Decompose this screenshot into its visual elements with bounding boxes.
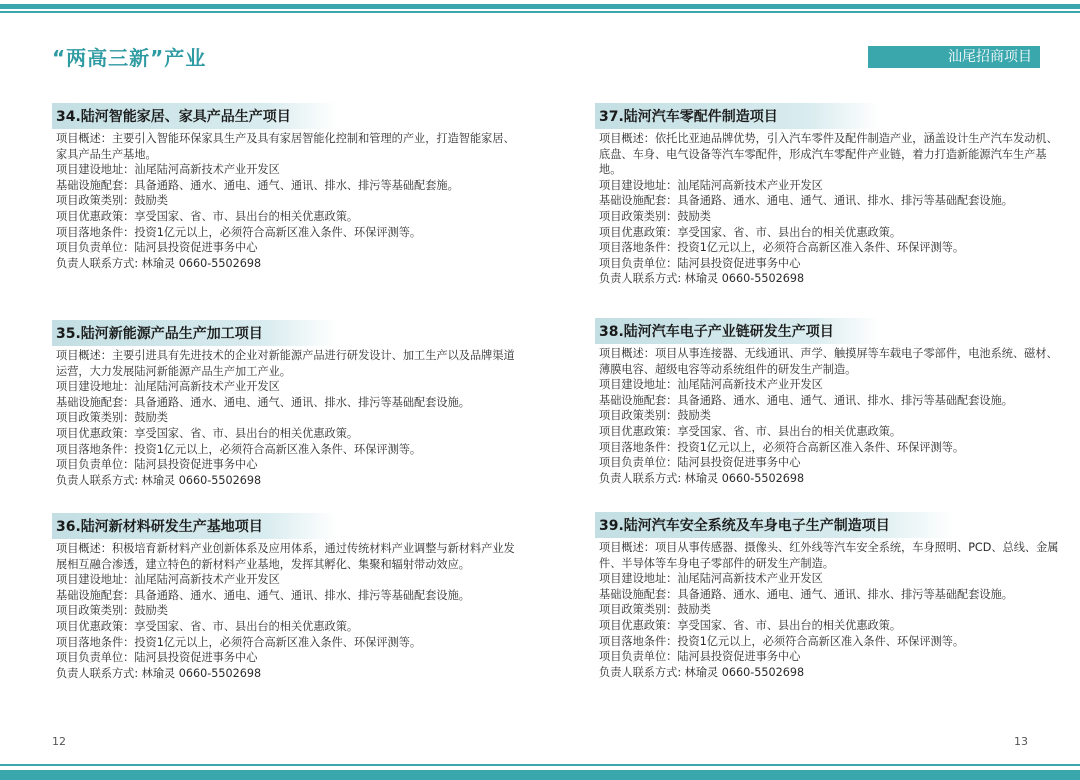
project-line: 项目负责单位：陆河县投资促进事务中心 (599, 650, 801, 664)
project-line: 项目优惠政策：享受国家、省、市、县出台的相关优惠政策。 (56, 619, 359, 633)
project-line: 项目建设地址：汕尾陆河高新技术产业开发区 (599, 378, 823, 392)
project-line: 项目建设地址：汕尾陆河高新技术产业开发区 (56, 380, 280, 394)
project-line: 基础设施配套：具备通路、通水、通电、通气、通讯、排水、排污等基础配套施。 (56, 178, 459, 192)
project-line: 项目概述：主要引进具有先进技术的企业对新能源产品进行研发设计、加工生产以及品牌渠道运营，大力发展陆河新能源产品生产加工产业。 (56, 349, 515, 378)
project-line: 负责人联系方式: 林瑜灵 0660-5502698 (599, 272, 805, 286)
project-body (52, 348, 522, 488)
project-line: 项目落地条件：投资1亿元以上，必须符合高新区准入条件、环保评测等。 (599, 241, 965, 255)
project-line: 项目负责单位：陆河县投资促进事务中心 (599, 456, 801, 470)
project-line: 基础设施配套：具备通路、通水、通电、通气、通讯、排水、排污等基础配套设施。 (56, 588, 470, 602)
project-line: 负责人联系方式: 林瑜灵 0660-5502698 (599, 665, 805, 679)
project-line: 项目负责单位：陆河县投资促进事务中心 (56, 241, 258, 255)
project-line: 项目负责单位：陆河县投资促进事务中心 (56, 458, 258, 472)
project-line: 项目优惠政策：享受国家、省、市、县出台的相关优惠政策。 (599, 618, 902, 632)
project-line: 项目政策类别：鼓励类 (56, 411, 168, 425)
project-title-bar (595, 318, 880, 344)
project-line: 项目优惠政策：享受国家、省、市、县出台的相关优惠政策。 (599, 424, 902, 438)
project-line: 项目负责单位：陆河县投资促进事务中心 (56, 651, 258, 665)
project-card-38 (595, 318, 1065, 486)
project-title: 34.陆河智能家居、家具产品生产项目 (56, 109, 291, 125)
project-line: 项目概述：积极培育新材料产业创新体系及应用体系，通过传统材料产业调整与新材料产业发展相互融合渗透，建立特色的新材料产业基地，发挥其孵化、集聚和辐射带动效应。 (56, 542, 515, 571)
project-line: 项目概述：依托比亚迪品牌优势，引入汽车零件及配件制造产业，涵盖设计生产汽车发动机、底盘、车身、电气设备等汽车零配件，形成汽车零配件产业链，着力打造新能源汽车生产基地。 (599, 132, 1058, 177)
project-line: 项目落地条件：投资1亿元以上，必须符合高新区准入条件、环保评测等。 (56, 442, 422, 456)
project-title-bar (595, 512, 955, 538)
project-title: 37.陆河汽车零配件制造项目 (599, 109, 778, 125)
project-line: 项目优惠政策：享受国家、省、市、县出台的相关优惠政策。 (56, 426, 359, 440)
project-line: 项目落地条件：投资1亿元以上，必须符合高新区准入条件、环保评测等。 (599, 634, 965, 648)
project-line: 项目优惠政策：享受国家、省、市、县出台的相关优惠政策。 (599, 225, 902, 239)
project-line: 项目落地条件：投资1亿元以上，必须符合高新区准入条件、环保评测等。 (56, 635, 422, 649)
project-title: 39.陆河汽车安全系统及车身电子生产制造项目 (599, 518, 890, 534)
project-line: 项目负责单位：陆河县投资促进事务中心 (599, 256, 801, 270)
project-line: 项目建设地址：汕尾陆河高新技术产业开发区 (56, 163, 280, 177)
project-line: 项目政策类别：鼓励类 (56, 604, 168, 618)
project-title: 36.陆河新材料研发生产基地项目 (56, 519, 263, 535)
project-line: 基础设施配套：具备通路、通水、通电、通气、通讯、排水、排污等基础配套设施。 (56, 395, 470, 409)
page-number-right: 13 (1014, 735, 1028, 748)
project-line: 项目政策类别：鼓励类 (56, 194, 168, 208)
project-title-bar (52, 103, 337, 129)
project-body (595, 540, 1065, 680)
project-line: 项目政策类别：鼓励类 (599, 209, 711, 223)
project-title: 35.陆河新能源产品生产加工项目 (56, 326, 263, 342)
project-card-35 (52, 320, 522, 488)
project-body (52, 131, 522, 271)
project-line: 项目落地条件：投资1亿元以上，必须符合高新区准入条件、环保评测等。 (56, 225, 422, 239)
project-card-34 (52, 103, 522, 271)
project-title-bar (52, 513, 337, 539)
project-line: 项目建设地址：汕尾陆河高新技术产业开发区 (599, 178, 823, 192)
project-line: 项目优惠政策：享受国家、省、市、县出台的相关优惠政策。 (56, 209, 359, 223)
project-line: 项目政策类别：鼓励类 (599, 409, 711, 423)
bottom-accent-line (0, 764, 1080, 766)
project-body (52, 541, 522, 681)
project-title: 38.陆河汽车电子产业链研发生产项目 (599, 324, 834, 340)
project-line: 项目概述：项目从事连接器、无线通讯、声学、触摸屏等车载电子零部件，电池系统、磁材、薄膜电容、超级电容等动系统组件的研发生产制造。 (599, 347, 1058, 376)
project-line: 基础设施配套：具备通路、通水、通电、通气、通讯、排水、排污等基础配套设施。 (599, 194, 1013, 208)
project-line: 项目落地条件：投资1亿元以上，必须符合高新区准入条件、环保评测等。 (599, 440, 965, 454)
project-body (595, 346, 1065, 486)
project-title-bar (595, 103, 880, 129)
page-number-left: 12 (52, 735, 66, 748)
top-accent-line (0, 11, 1080, 13)
project-card-36 (52, 513, 522, 681)
top-accent-bar (0, 4, 1080, 9)
project-line: 项目建设地址：汕尾陆河高新技术产业开发区 (56, 573, 280, 587)
project-line: 负责人联系方式: 林瑜灵 0660-5502698 (599, 471, 805, 485)
project-line: 负责人联系方式: 林瑜灵 0660-5502698 (56, 256, 262, 270)
project-line: 基础设施配套：具备通路、通水、通电、通气、通讯、排水、排污等基础配套设施。 (599, 393, 1013, 407)
project-line: 项目政策类别：鼓励类 (599, 603, 711, 617)
project-line: 负责人联系方式: 林瑜灵 0660-5502698 (56, 666, 262, 680)
project-card-37 (595, 103, 1065, 287)
section-title: “两高三新”产业 (52, 46, 207, 70)
project-line: 项目概述：项目从事传感器、摄像头、红外线等汽车安全系统，车身照明、PCD、总线、金属件、半导体等车身电子零部件的研发生产制造。 (599, 541, 1059, 570)
project-title-bar (52, 320, 337, 346)
project-line: 基础设施配套：具备通路、通水、通电、通气、通讯、排水、排污等基础配套设施。 (599, 587, 1013, 601)
project-line: 负责人联系方式: 林瑜灵 0660-5502698 (56, 473, 262, 487)
project-line: 项目建设地址：汕尾陆河高新技术产业开发区 (599, 572, 823, 586)
project-body (595, 131, 1065, 287)
project-card-39 (595, 512, 1065, 680)
header-tag: 汕尾招商项目 (868, 46, 1040, 68)
project-line: 项目概述：主要引入智能环保家具生产及具有家居智能化控制和管理的产业，打造智能家居、家具产品生产基地。 (56, 132, 515, 161)
bottom-accent-bar (0, 770, 1080, 780)
